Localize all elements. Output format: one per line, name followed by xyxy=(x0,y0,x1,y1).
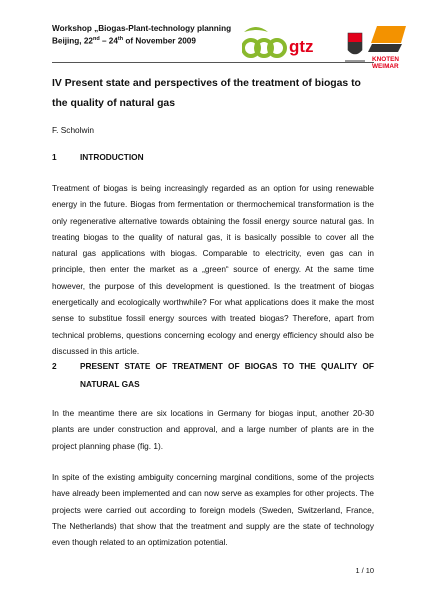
section-heading-1 xyxy=(52,148,374,166)
section-number: 2 xyxy=(52,361,57,371)
section-number: 1 xyxy=(52,152,57,162)
paragraph-examples: In spite of the existing ambiguity concerning marginal conditions, some of the projects have already been implemented and can now serve as examples for other projects. The projects were carried out according to foreign models (Sweden, Switzerland, France, The Netherlands) that show that the treatment and supply are the state of technology even though related to an optimization potential. xyxy=(52,473,374,548)
paragraph-present-state: In the meantime there are six locations in Germany for biogas input, another 20-30 plants are under construction and approval, and a large number of plants are in the project planning phase (fig. 1). xyxy=(52,409,374,451)
fnr-logo-icon xyxy=(243,27,285,56)
workshop-title: Workshop „Biogas-Plant-technology planning xyxy=(52,24,232,33)
svg-text:gtz: gtz xyxy=(289,37,314,56)
paragraph-introduction: Treatment of biogas is being increasingly regarded as an option for using renewable energy in the future. Biogas from fermentation or thermochemical transformation is the only regenerative alternative towards obtaining the fossil energy source natural gas. In treating biogas to the quality of natural gas, it is basically possible to cover all the natural gas applications with biogas. Comparable to electricity, even gas can in principle, then enter the market as a „green“ source of energy. At the same time however, the purpose of this development is questioned. Is the treatment of biogas energetically and ecologically worthwhile? For what applications does it make the most sense to substitue fossil energy sources with treated biogas? Therefore, apart from technical problems, questions concerning ecology and energy efficiency should also be discussed in this article. xyxy=(52,184,374,356)
author-name: F. Scholwin xyxy=(52,125,94,135)
svg-text:WEIMAR: WEIMAR xyxy=(372,63,399,68)
crest-logo-icon xyxy=(345,33,365,61)
workshop-date: Beijing, 22nd – 24th of November 2009 xyxy=(52,36,196,46)
chapter-title: IV Present state and perspectives of the treatment of biogas to the quality of natural gas xyxy=(52,78,361,109)
section-title: INTRODUCTION xyxy=(80,152,144,162)
section-heading-2 xyxy=(52,357,374,394)
workshop-info xyxy=(52,24,231,47)
page-number: 1 / 10 xyxy=(355,566,374,575)
svg-text:KNOTEN: KNOTEN xyxy=(372,56,399,63)
gtz-logo-icon xyxy=(289,37,314,56)
header-divider xyxy=(52,62,374,63)
section-title: PRESENT STATE OF TREATMENT OF BIOGAS TO THE QUALITY OF NATURAL GAS xyxy=(80,361,374,390)
